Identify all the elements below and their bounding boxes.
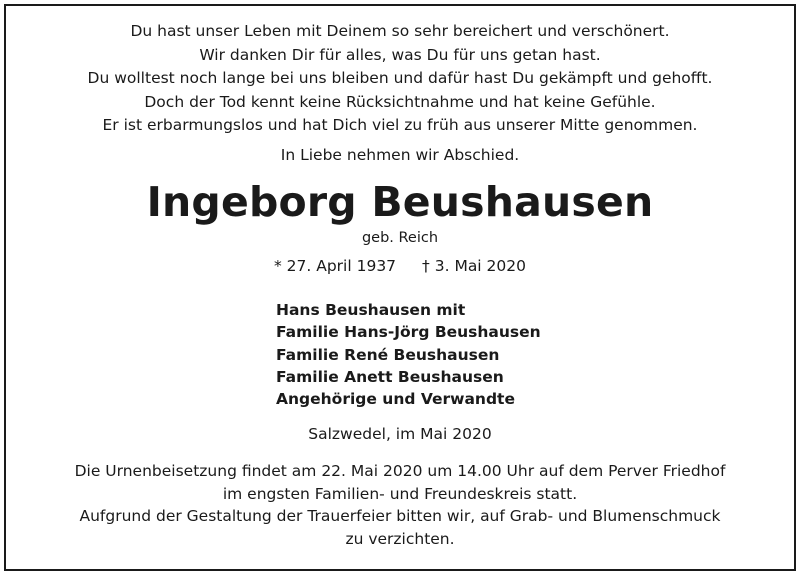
life-dates: [0, 255, 800, 277]
death-date: † 3. Mai 2020: [422, 257, 526, 275]
poem-line: Doch der Tod kennt keine Rücksichtnahme und hat keine Gefühle.: [144, 92, 656, 111]
mourner-entry: Familie René Beushausen: [276, 345, 500, 364]
burial-notice: [0, 460, 800, 550]
mourner-entry: Hans Beushausen mit: [276, 301, 466, 319]
notice-line: zu verzichten.: [345, 529, 455, 548]
poem-line: Wir danken Dir für alles, was Du für uns getan hast.: [199, 45, 601, 64]
farewell-line: In Liebe nehmen wir Abschied.: [280, 146, 520, 164]
mourner-entry: Familie Anett Beushausen: [276, 367, 504, 386]
poem-line: Du wolltest noch lange bei uns bleiben und dafür hast Du gekämpft und gehofft.: [87, 69, 713, 87]
mourners-list: [276, 299, 541, 410]
mourner-entry: Angehörige und Verwandte: [276, 390, 515, 409]
notice-line: Die Urnenbeisetzung findet am 22. Mai 2020 um 14.00 Uhr auf dem Perver Friedhof: [74, 462, 726, 480]
notice-line: Aufgrund der Gestaltung der Trauerfeier bitten wir, auf Grab- und Blumenschmuck: [79, 507, 721, 525]
mourner-entry: Familie Hans-Jörg Beushausen: [276, 323, 541, 342]
notice-line: im engsten Familien- und Freundeskreis statt.: [222, 484, 578, 503]
place-and-date: Salzwedel, im Mai 2020: [308, 425, 492, 443]
maiden-name: geb. Reich: [361, 230, 439, 246]
poem-line: Er ist erbarmungslos und hat Dich viel zu früh aus unserer Mitte genommen.: [102, 116, 698, 134]
poem-line: Du hast unser Leben mit Deinem so sehr bereichert und verschönert.: [130, 22, 670, 40]
birth-date: * 27. April 1937: [273, 257, 397, 275]
memorial-poem: [0, 20, 800, 138]
deceased-name: Ingeborg Beushausen: [146, 178, 654, 226]
